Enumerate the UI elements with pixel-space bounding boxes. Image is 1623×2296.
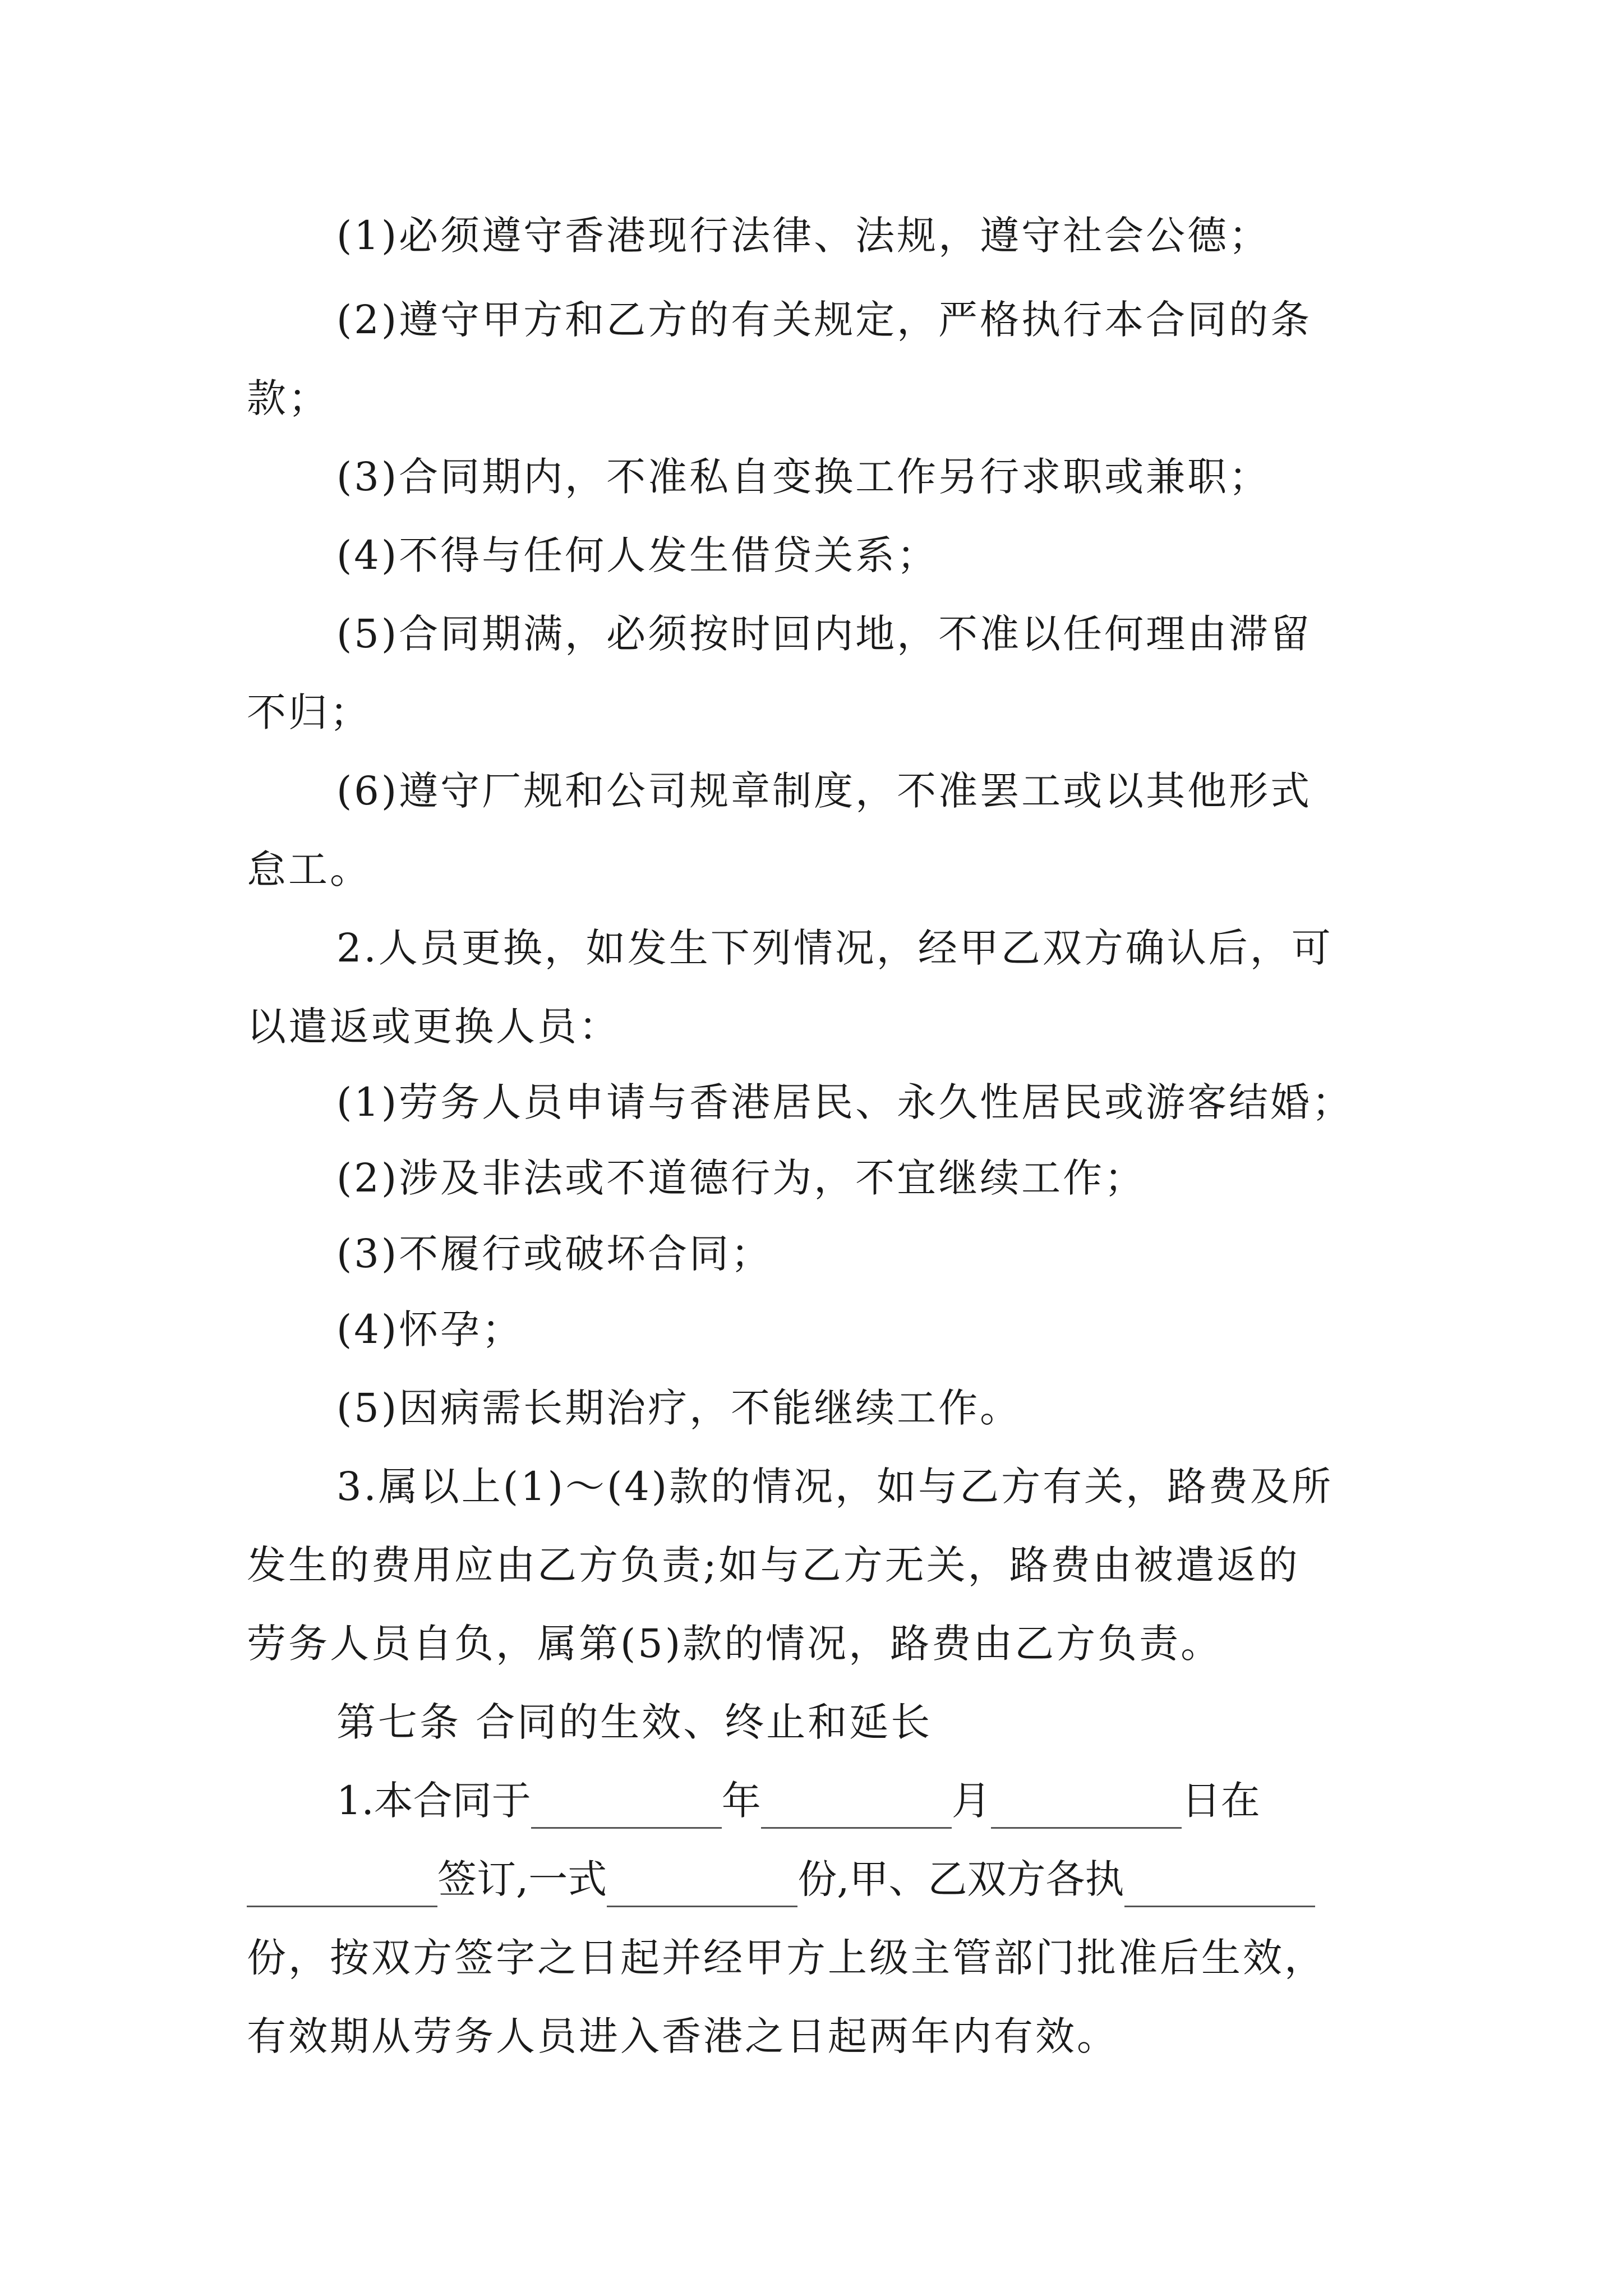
each-holds-label: 份,甲、乙双方各执 (797, 1856, 1124, 1902)
sign-date-line (336, 1773, 1380, 1829)
sign-date-prefix: 1.本合同于 (336, 1778, 531, 1824)
year-blank (531, 1790, 722, 1829)
day-at-label: 日在 (1181, 1778, 1260, 1824)
clause-7-1-cont-2: 有效期从劳务人员进入香港之日起两年内有效。 (247, 2013, 1118, 2059)
clause-3-cont-2: 劳务人员自负，属第(5)款的情况，路费由乙方负责。 (247, 1621, 1223, 1667)
clause-3-cont-1: 发生的费用应由乙方负责;如与乙方无关，路费由被遣返的 (247, 1542, 1300, 1588)
clause-1-6-cont: 怠工。 (247, 846, 371, 892)
month-label: 月 (951, 1778, 991, 1824)
clause-1-2: (2)遵守甲方和乙方的有关规定，严格执行本合同的条 (336, 297, 1312, 343)
clause-1-2-cont: 款； (247, 375, 330, 421)
clause-1-6: (6)遵守厂规和公司规章制度，不准罢工或以其他形式 (336, 768, 1312, 814)
month-blank (761, 1790, 952, 1829)
clause-1-5: (5)合同期满，必须按时回内地，不准以任何理由滞留 (336, 611, 1312, 657)
day-blank (991, 1790, 1182, 1829)
clause-1-1: (1)必须遵守香港现行法律、法规，遵守社会公德； (336, 213, 1271, 259)
clause-1-3: (3)合同期内，不准私自变换工作另行求职或兼职； (336, 454, 1271, 500)
signed-copies-label: 签订,一式 (437, 1856, 607, 1902)
clause-2-3: (3)不履行或破坏合同； (336, 1231, 773, 1277)
clause-2-1: (1)劳务人员申请与香港居民、永久性居民或游客结婚； (336, 1079, 1354, 1125)
copies-blank (607, 1869, 797, 1907)
clause-2-2: (2)涉及非法或不道德行为，不宜继续工作； (336, 1155, 1146, 1201)
clause-3: 3.属以上(1)～(4)款的情况，如与乙方有关，路费及所 (336, 1464, 1334, 1510)
place-blank (247, 1869, 437, 1907)
year-label: 年 (721, 1778, 761, 1824)
article-7-heading: 第七条 合同的生效、终止和延长 (336, 1699, 933, 1745)
clause-2-cont: 以遣返或更换人员： (247, 1004, 620, 1050)
clause-2-4: (4)怀孕； (336, 1306, 524, 1352)
clause-1-4: (4)不得与任何人发生借贷关系； (336, 532, 939, 578)
clause-7-1-cont-1: 份，按双方签字之日起并经甲方上级主管部门批准后生效， (247, 1935, 1326, 1981)
clause-1-5-cont: 不归； (247, 689, 371, 735)
clause-2-5: (5)因病需长期治疗，不能继续工作。 (336, 1385, 1022, 1431)
each-copies-blank (1124, 1869, 1315, 1907)
sign-place-line (247, 1851, 1380, 1907)
clause-2: 2.人员更换，如发生下列情况，经甲乙双方确认后，可 (336, 925, 1333, 971)
